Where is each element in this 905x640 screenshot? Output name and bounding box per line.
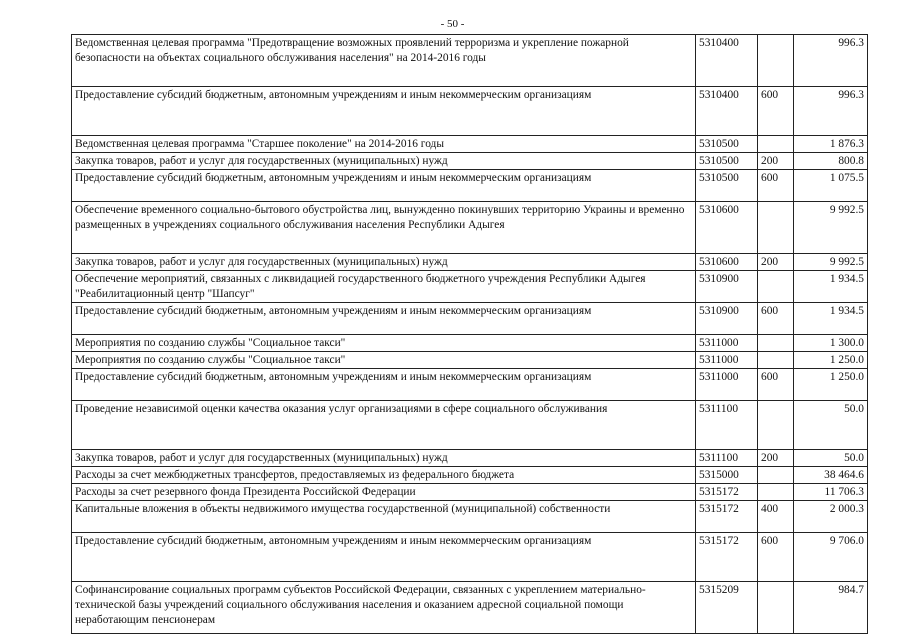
row-code: 5310500 [696,170,758,202]
row-code: 5310500 [696,153,758,170]
row-type [758,271,794,303]
row-name: Софинансирование социальных программ субъектов Российской Федерации, связанных с укреплением материально-технической базы учреждений социального обслуживания населения и оказанием адресной социальной помощи неработающим пенсионерам [72,582,696,634]
row-code: 5310400 [696,35,758,87]
row-name: Предоставление субсидий бюджетным, автономным учреждениям и иным некоммерческим организациям [72,369,696,401]
row-code: 5310600 [696,254,758,271]
row-type [758,35,794,87]
row-type [758,401,794,450]
row-code: 5315172 [696,501,758,533]
row-type [758,467,794,484]
table-row [72,335,868,352]
row-type: 600 [758,87,794,136]
row-sum: 1 250.0 [794,352,868,369]
row-type: 200 [758,254,794,271]
row-code: 5310600 [696,202,758,254]
row-sum: 1 250.0 [794,369,868,401]
row-type [758,484,794,501]
row-name: Ведомственная целевая программа "Предотвращение возможных проявлений терроризма и укрепление пожарной безопасности на объектах социального обслуживания населения" на 2014-2016 годы [72,35,696,87]
row-name: Предоставление субсидий бюджетным, автономным учреждениям и иным некоммерческим организациям [72,170,696,202]
row-sum: 9 992.5 [794,202,868,254]
row-code: 5311100 [696,401,758,450]
table-row [72,450,868,467]
row-sum: 996.3 [794,35,868,87]
table-row [72,153,868,170]
row-type [758,352,794,369]
row-type [758,202,794,254]
table-row [72,254,868,271]
budget-table [71,34,868,634]
row-sum: 996.3 [794,87,868,136]
row-name: Закупка товаров, работ и услуг для государственных (муниципальных) нужд [72,153,696,170]
table-row [72,271,868,303]
table-row [72,170,868,202]
row-name: Проведение независимой оценки качества оказания услуг организациями в сфере социального обслуживания [72,401,696,450]
row-type [758,335,794,352]
row-code: 5315172 [696,533,758,582]
row-code: 5315172 [696,484,758,501]
row-name: Капитальные вложения в объекты недвижимого имущества государственной (муниципальной) собственности [72,501,696,533]
row-code: 5310500 [696,136,758,153]
row-name: Мероприятия по созданию службы "Социальное такси" [72,335,696,352]
row-sum: 9 992.5 [794,254,868,271]
table-row [72,35,868,87]
table-row [72,582,868,634]
row-name: Предоставление субсидий бюджетным, автономным учреждениям и иным некоммерческим организациям [72,533,696,582]
row-name: Расходы за счет межбюджетных трансфертов, предоставляемых из федерального бюджета [72,467,696,484]
row-name: Обеспечение временного социально-бытового обустройства лиц, вынужденно покинувших территорию Украины и временно размещенных в учреждениях социального обслуживания населения Республики Адыгея [72,202,696,254]
row-name: Закупка товаров, работ и услуг для государственных (муниципальных) нужд [72,450,696,467]
row-sum: 38 464.6 [794,467,868,484]
table-row [72,369,868,401]
table-row [72,401,868,450]
row-sum: 800.8 [794,153,868,170]
row-sum: 1 300.0 [794,335,868,352]
row-code: 5315209 [696,582,758,634]
row-type: 600 [758,369,794,401]
row-type: 600 [758,170,794,202]
row-type: 400 [758,501,794,533]
row-code: 5311000 [696,352,758,369]
table-row [72,467,868,484]
row-sum: 11 706.3 [794,484,868,501]
row-sum: 1 075.5 [794,170,868,202]
row-name: Предоставление субсидий бюджетным, автономным учреждениям и иным некоммерческим организациям [72,303,696,335]
row-code: 5311000 [696,335,758,352]
row-sum: 1 934.5 [794,271,868,303]
table-row [72,303,868,335]
row-code: 5311100 [696,450,758,467]
row-code: 5310900 [696,303,758,335]
table-row [72,202,868,254]
row-type: 200 [758,153,794,170]
row-sum: 50.0 [794,401,868,450]
table-row [72,352,868,369]
row-name: Расходы за счет резервного фонда Президента Российской Федерации [72,484,696,501]
row-name: Предоставление субсидий бюджетным, автономным учреждениям и иным некоммерческим организациям [72,87,696,136]
row-type [758,582,794,634]
row-type: 200 [758,450,794,467]
table-row [72,533,868,582]
row-sum: 2 000.3 [794,501,868,533]
row-sum: 50.0 [794,450,868,467]
row-sum: 9 706.0 [794,533,868,582]
row-name: Ведомственная целевая программа "Старшее поколение" на 2014-2016 годы [72,136,696,153]
row-code: 5315000 [696,467,758,484]
row-sum: 1 934.5 [794,303,868,335]
table-row [72,484,868,501]
table-row [72,501,868,533]
row-name: Мероприятия по созданию службы "Социальное такси" [72,352,696,369]
page-number: - 50 - [440,18,465,30]
row-type [758,136,794,153]
row-type: 600 [758,303,794,335]
row-name: Обеспечение мероприятий, связанных с ликвидацией государственного бюджетного учреждения Республики Адыгея "Реабилитационный центр "Шапсуг" [72,271,696,303]
row-sum: 1 876.3 [794,136,868,153]
row-code: 5311000 [696,369,758,401]
row-code: 5310400 [696,87,758,136]
table-row [72,87,868,136]
row-sum: 984.7 [794,582,868,634]
row-code: 5310900 [696,271,758,303]
row-type: 600 [758,533,794,582]
row-name: Закупка товаров, работ и услуг для государственных (муниципальных) нужд [72,254,696,271]
table-row [72,136,868,153]
